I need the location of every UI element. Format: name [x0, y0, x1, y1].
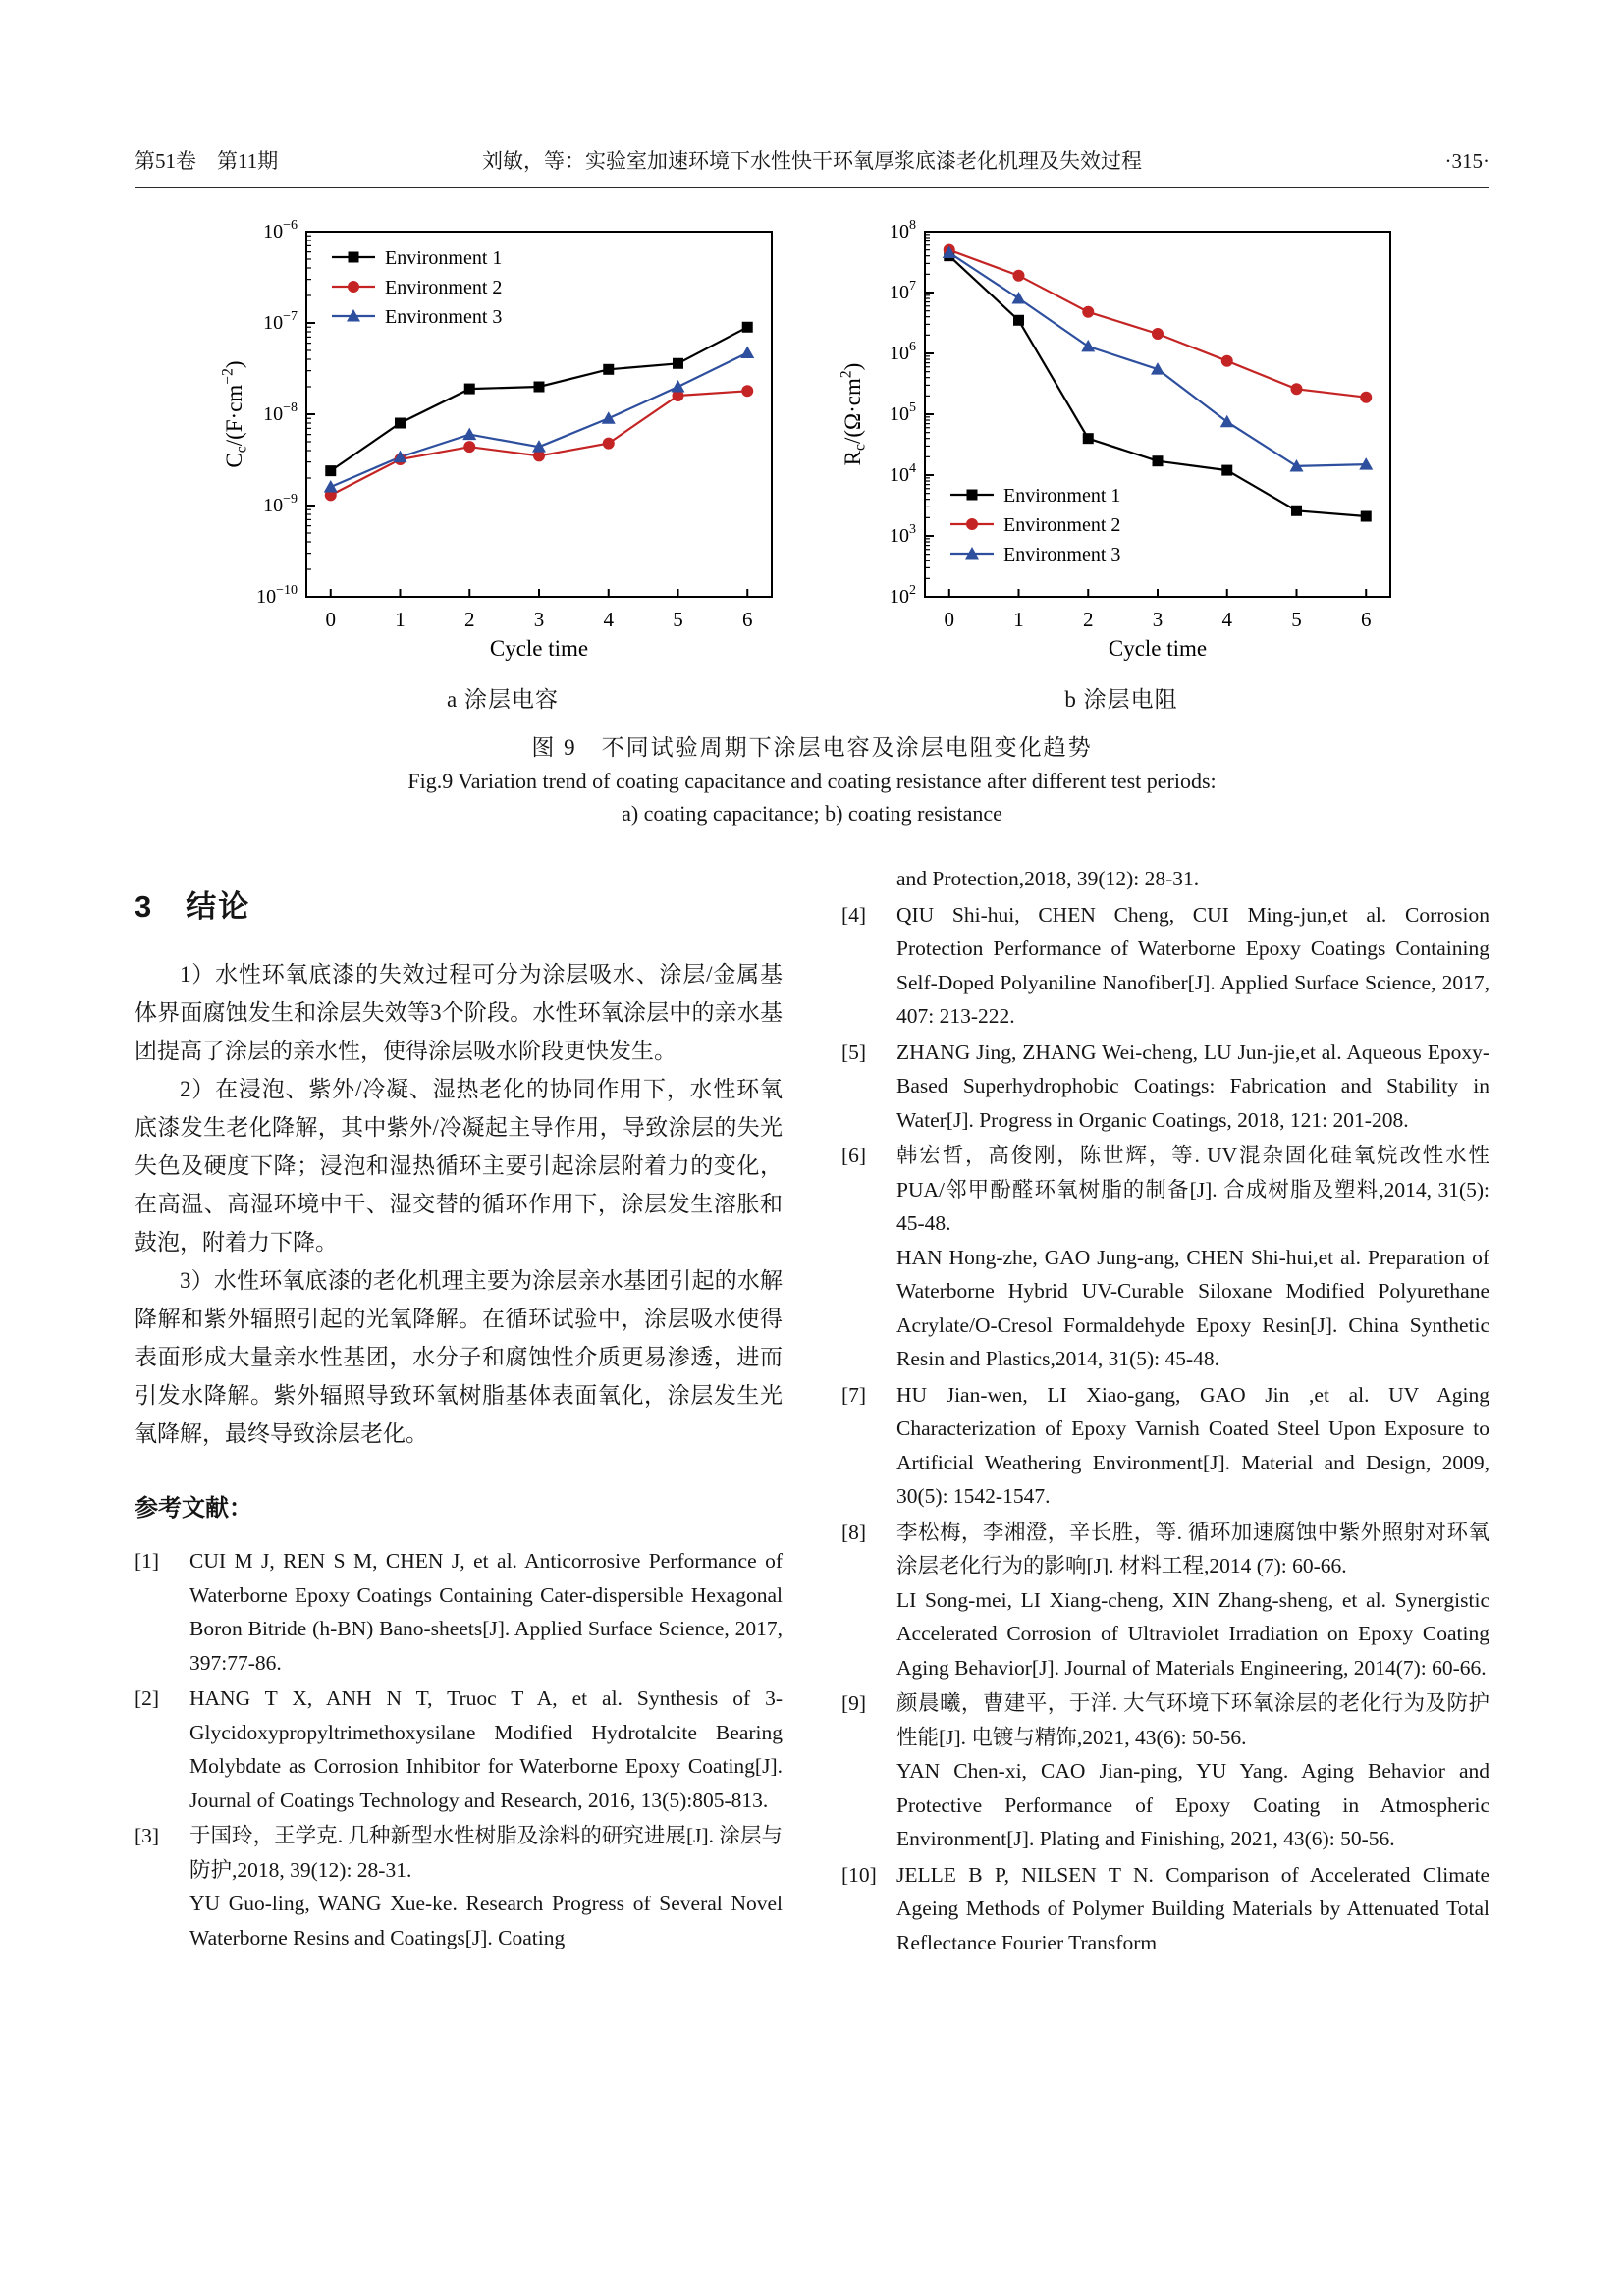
figure-9 [0, 220, 1624, 827]
svg-text:Environment 3: Environment 3 [385, 306, 503, 328]
svg-text:10−8: $10^{-8}$ [263, 400, 298, 425]
svg-text:10−10: $10^{-10}$ [256, 583, 298, 608]
svg-text:Rc/(Ω·cm2): $Rc/(\Omega\cdot cm^2)$ [838, 362, 869, 466]
figure-caption-en-2: a) coating capacitance; b) coating resistance [622, 801, 1002, 826]
svg-text:Cc/(F·cm−2): $Cc/(F\cdot cm^{-2})$ [219, 360, 250, 468]
reference-text: 李松梅，李湘澄，辛长胜，等. 循环加速腐蚀中紫外照射对环氧涂层老化行为的影响[J]. 材料工程,2014 (7): 60-66. [896, 1520, 1489, 1577]
svg-text:103: $10^3$ [890, 522, 916, 547]
reference-text: ZHANG Jing, ZHANG Wei-cheng, LU Jun-jie,et al. Aqueous Epoxy-Based Superhydrophobic Coatings: Fabrication and Stability in Water[J]. Progress in Organic Coatings, 2018, 121: 201-208. [896, 1040, 1489, 1132]
figure-caption-en-1: Fig.9 Variation trend of coating capacitance and coating resistance after different test periods: [407, 769, 1217, 793]
reference-item [841, 1686, 1489, 1856]
svg-text:0: 0 [944, 608, 955, 631]
reference-text: 韩宏哲，高俊刚，陈世辉，等. UV混杂固化硅氧烷改性水性PUA/邻甲酚醛环氧树脂的制备[J]. 合成树脂及塑料,2014, 31(5): 45-48. [896, 1144, 1489, 1235]
svg-text:4: 4 [603, 608, 614, 631]
svg-text:Environment 1: Environment 1 [1003, 485, 1121, 507]
reference-text: LI Song-mei, LI Xiang-cheng, XIN Zhang-sheng, et al. Synergistic Accelerated Corrosion of Ultraviolet Irradiation on Epoxy Coating Aging Behavior[J]. Journal of Materials Engineering, 2014(7): 60-66. [896, 1587, 1489, 1680]
reference-item [841, 1139, 1489, 1376]
left-column [135, 862, 783, 1961]
svg-text:3: 3 [533, 608, 545, 631]
svg-text:6: 6 [741, 608, 753, 631]
svg-text:10−9: $10^{-9}$ [263, 492, 298, 516]
page-number: ·315· [1444, 149, 1489, 173]
reference-text: CUI M J, REN S M, CHEN J, et al. Anticorrosive Performance of Waterborne Epoxy Coatings Containing Cater-dispersible Hexagonal Boron Bitride (h-BN) Bano-sheets[J]. Applied Surface Science, 2017, 397:77-86. [189, 1549, 783, 1675]
svg-text:0: 0 [325, 608, 337, 631]
svg-text:105: $10^5$ [890, 400, 916, 425]
reference-item [841, 1036, 1489, 1138]
figure-caption-zh: 图 9 不同试验周期下涂层电容及涂层电阻变化趋势 [531, 735, 1093, 760]
reference-item [841, 862, 1489, 896]
svg-text:2: 2 [1083, 608, 1094, 631]
reference-text: HANG T X, ANH N T, Truoc T A, et al. Synthesis of 3-Glycidoxypropyltrimethoxysilane Modified Hydrotalcite Bearing Molybdate as Corrosion Inhibitor for Waterborne Epoxy Coating[J]. Journal of Coatings Technology and Research, 2016, 13(5):805-813. [189, 1686, 783, 1812]
reference-text: 于国玲，王学克. 几种新型水性树脂及涂料的研究进展[J]. 涂层与防护,2018, 39(12): 28-31. [189, 1824, 783, 1882]
reference-label: [6] [841, 1144, 867, 1167]
svg-text:Environment 1: Environment 1 [385, 247, 503, 269]
conclusion-paragraph: 1）水性环氧底漆的失效过程可分为涂层吸水、涂层/金属基体界面腐蚀发生和涂层失效等3个阶段。水性环氧涂层中的亲水基团提高了涂层的亲水性，使得涂层吸水阶段更快发生。 [135, 962, 783, 1063]
reference-label: [4] [841, 902, 867, 927]
svg-text:Environment 2: Environment 2 [1003, 514, 1121, 536]
svg-text:6: 6 [1360, 608, 1372, 631]
reference-text: HU Jian-wen, LI Xiao-gang, GAO Jin ,et al. UV Aging Characterization of Epoxy Varnish Coated Steel Upon Exposure to Artificial Weathering Environment[J]. Material and Design, 2009, 30(5): 1542-1547. [896, 1382, 1489, 1508]
svg-text:10−7: $10^{-7}$ [263, 309, 298, 334]
conclusion-paragraph: 2）在浸泡、紫外/冷凝、湿热老化的协同作用下，水性环氧底漆发生老化降解，其中紫外/冷凝起主导作用，导致涂层的失光失色及硬度下降；浸泡和湿热循环主要引起涂层附着力的变化，在高温、高湿环境中干、湿交替的循环作用下，涂层发生溶胀和鼓泡，附着力下降。 [135, 1077, 783, 1255]
conclusion-heading: 3 结论 [135, 889, 251, 924]
right-column [841, 862, 1489, 1961]
references-left [135, 1544, 783, 1954]
reference-item [841, 1858, 1489, 1960]
svg-text:5: 5 [1291, 608, 1302, 631]
reference-label: [7] [841, 1382, 867, 1407]
reference-label: [10] [841, 1862, 877, 1887]
subcaption-a: a 涂层电容 [447, 687, 559, 712]
svg-text:104: $10^4$ [890, 461, 916, 486]
journal-issue: 第51卷 第11期 [135, 149, 279, 173]
svg-text:108: $10^8$ [890, 220, 916, 242]
reference-text: 颜晨曦，曹建平，于洋. 大气环境下环氧涂层的老化行为及防护性能[J]. 电镀与精饰,2021, 43(6): 50-56. [896, 1691, 1489, 1749]
svg-text:5: 5 [673, 608, 683, 631]
reference-label: [5] [841, 1040, 867, 1064]
coating-resistance-chart [837, 220, 1406, 681]
references-heading: 参考文献： [135, 1495, 252, 1522]
running-title: 刘敏，等：实验室加速环境下水性快干环氧厚浆底漆老化机理及失效过程 [482, 149, 1142, 173]
svg-text:1: 1 [1013, 608, 1024, 631]
chart-block-a [218, 220, 787, 714]
svg-text:Environment 3: Environment 3 [1003, 544, 1121, 565]
reference-label: [1] [135, 1549, 160, 1573]
svg-text:107: $10^7$ [890, 279, 916, 303]
reference-label: [8] [841, 1520, 867, 1544]
reference-item [135, 1819, 783, 1954]
coating-capacitance-chart [218, 220, 787, 681]
body-columns [135, 862, 1489, 1961]
reference-text: YAN Chen-xi, CAO Jian-ping, YU Yang. Aging Behavior and Protective Performance of Epoxy Coating in Atmospheric Environment[J]. Plating and Finishing, 2021, 43(6): 50-56. [896, 1759, 1489, 1850]
references-right [841, 862, 1489, 1959]
svg-text:Environment 2: Environment 2 [385, 277, 503, 298]
reference-text: and Protection,2018, 39(12): 28-31. [896, 867, 1200, 890]
svg-text:1: 1 [395, 608, 406, 631]
conclusion-paragraph: 3）水性环氧底漆的老化机理主要为涂层亲水基团引起的水解降解和紫外辐照引起的光氧降解。在循环试验中，涂层吸水使得表面形成大量亲水性基团，水分子和腐蚀性介质更易渗透，进而引发水降解。紫外辐照导致环氧树脂基体表面氧化，涂层发生光氧降解，最终导致涂层老化。 [135, 1268, 783, 1446]
svg-text:102: $10^2$ [890, 583, 916, 608]
reference-item [135, 1682, 783, 1817]
svg-text:Cycle time: Cycle time [489, 636, 589, 661]
reference-label: [3] [135, 1824, 160, 1847]
svg-text:3: 3 [1152, 608, 1164, 631]
reference-item [841, 898, 1489, 1034]
svg-text:106: $10^6$ [890, 340, 916, 364]
reference-item [841, 1378, 1489, 1514]
chart-block-b [837, 220, 1406, 714]
svg-text:10−6: $10^{-6}$ [263, 220, 298, 242]
reference-text: JELLE B P, NILSEN T N. Comparison of Accelerated Climate Ageing Methods of Polymer Building Materials by Attenuated Total Reflectance Fourier Transform [896, 1862, 1489, 1954]
page-header [135, 145, 1489, 188]
svg-text:Cycle time: Cycle time [1108, 636, 1208, 661]
charts-row [0, 220, 1624, 714]
reference-item [841, 1516, 1489, 1685]
reference-text: YU Guo-ling, WANG Xue-ke. Research Progress of Several Novel Waterborne Resins and Coatings[J]. Coating [189, 1892, 783, 1949]
svg-text:4: 4 [1221, 608, 1232, 631]
reference-label: [9] [841, 1691, 867, 1715]
reference-label: [2] [135, 1686, 160, 1710]
reference-text: HAN Hong-zhe, GAO Jung-ang, CHEN Shi-hui,et al. Preparation of Waterborne Hybrid UV-Curable Siloxane Modified Polyurethane Acrylate/O-Cresol Formaldehyde Epoxy Resin[J]. China Synthetic Resin and Plastics,2014, 31(5): 45-48. [896, 1245, 1489, 1370]
svg-text:2: 2 [464, 608, 475, 631]
reference-item [135, 1544, 783, 1680]
subcaption-b: b 涂层电阻 [1064, 687, 1178, 712]
reference-text: QIU Shi-hui, CHEN Cheng, CUI Ming-jun,et al. Corrosion Protection Performance of Waterborne Epoxy Coatings Containing Self-Doped Polyaniline Nanofiber[J]. Applied Surface Science, 2017, 407: 213-222. [896, 902, 1489, 1028]
